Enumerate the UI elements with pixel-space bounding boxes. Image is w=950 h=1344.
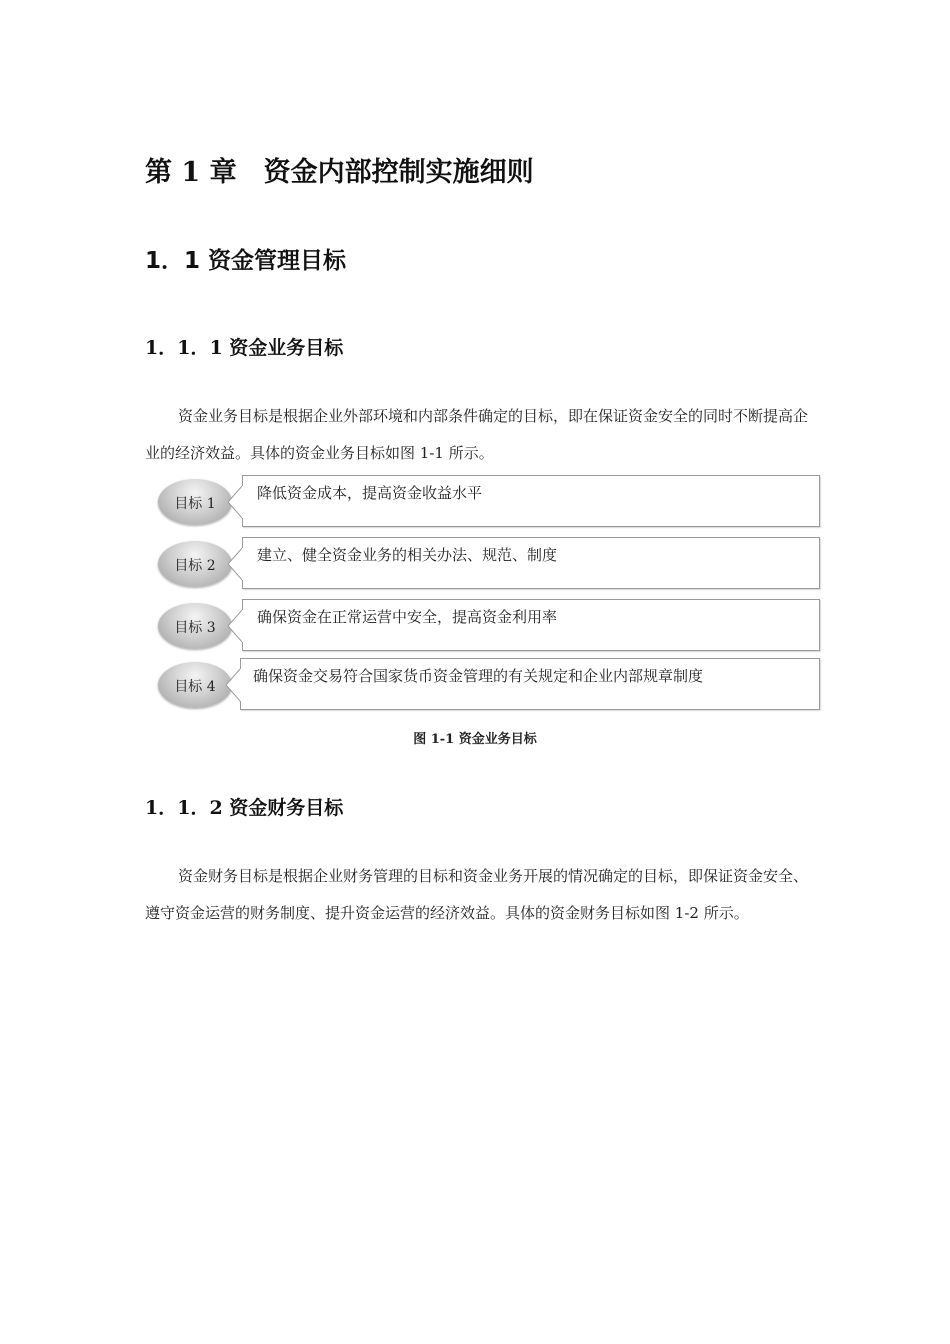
goal-label: 目标 2 bbox=[174, 558, 216, 574]
goal-pointer-arrow bbox=[226, 668, 241, 702]
goal-item bbox=[158, 658, 820, 710]
goal-label: 目标 4 bbox=[174, 679, 216, 695]
goal-pointer-arrow bbox=[228, 485, 243, 519]
subsection-title-business-goals: 1．1．1 资金业务目标 bbox=[145, 337, 344, 359]
subsection-title-financial-goals: 1．1．2 资金财务目标 bbox=[145, 797, 344, 819]
goal-item bbox=[158, 599, 820, 651]
goal-item bbox=[158, 537, 820, 589]
financial-goals-paragraph: 资金财务目标是根据企业财务管理的目标和资金业务开展的情况确定的目标，即保证资金安全、遵守资金运营的财务制度、提升资金运营的经济效益。具体的资金财务目标如图 1-2 所示。 bbox=[145, 867, 809, 922]
chapter-title: 第 1 章 资金内部控制实施细则 bbox=[145, 157, 534, 188]
goal-text: 降低资金成本，提高资金收益水平 bbox=[257, 484, 483, 502]
goal-pointer-arrow bbox=[228, 609, 243, 643]
goal-text: 确保资金在正常运营中安全，提高资金利用率 bbox=[257, 608, 558, 626]
goal-label: 目标 1 bbox=[174, 496, 216, 512]
goal-pointer-arrow bbox=[228, 547, 243, 581]
goal-oval-badge bbox=[158, 662, 232, 708]
goal-box bbox=[240, 658, 820, 710]
goal-label: 目标 3 bbox=[174, 620, 216, 636]
goal-text: 确保资金交易符合国家货币资金管理的有关规定和企业内部规章制度 bbox=[253, 667, 704, 685]
figure-caption: 图 1-1 资金业务目标 bbox=[413, 732, 537, 747]
goal-text: 建立、健全资金业务的相关办法、规范、制度 bbox=[257, 546, 558, 564]
goal-oval-badge bbox=[158, 479, 232, 525]
business-goals-paragraph: 资金业务目标是根据企业外部环境和内部条件确定的目标，即在保证资金安全的同时不断提高企业的经济效益。具体的资金业务目标如图 1-1 所示。 bbox=[145, 407, 809, 462]
goal-oval-badge bbox=[158, 603, 232, 649]
goal-box bbox=[242, 599, 820, 651]
goal-box bbox=[242, 475, 820, 527]
goal-oval-badge bbox=[158, 541, 232, 587]
section-title: 1．1 资金管理目标 bbox=[145, 248, 347, 274]
goal-box bbox=[242, 537, 820, 589]
goal-item bbox=[158, 475, 820, 527]
